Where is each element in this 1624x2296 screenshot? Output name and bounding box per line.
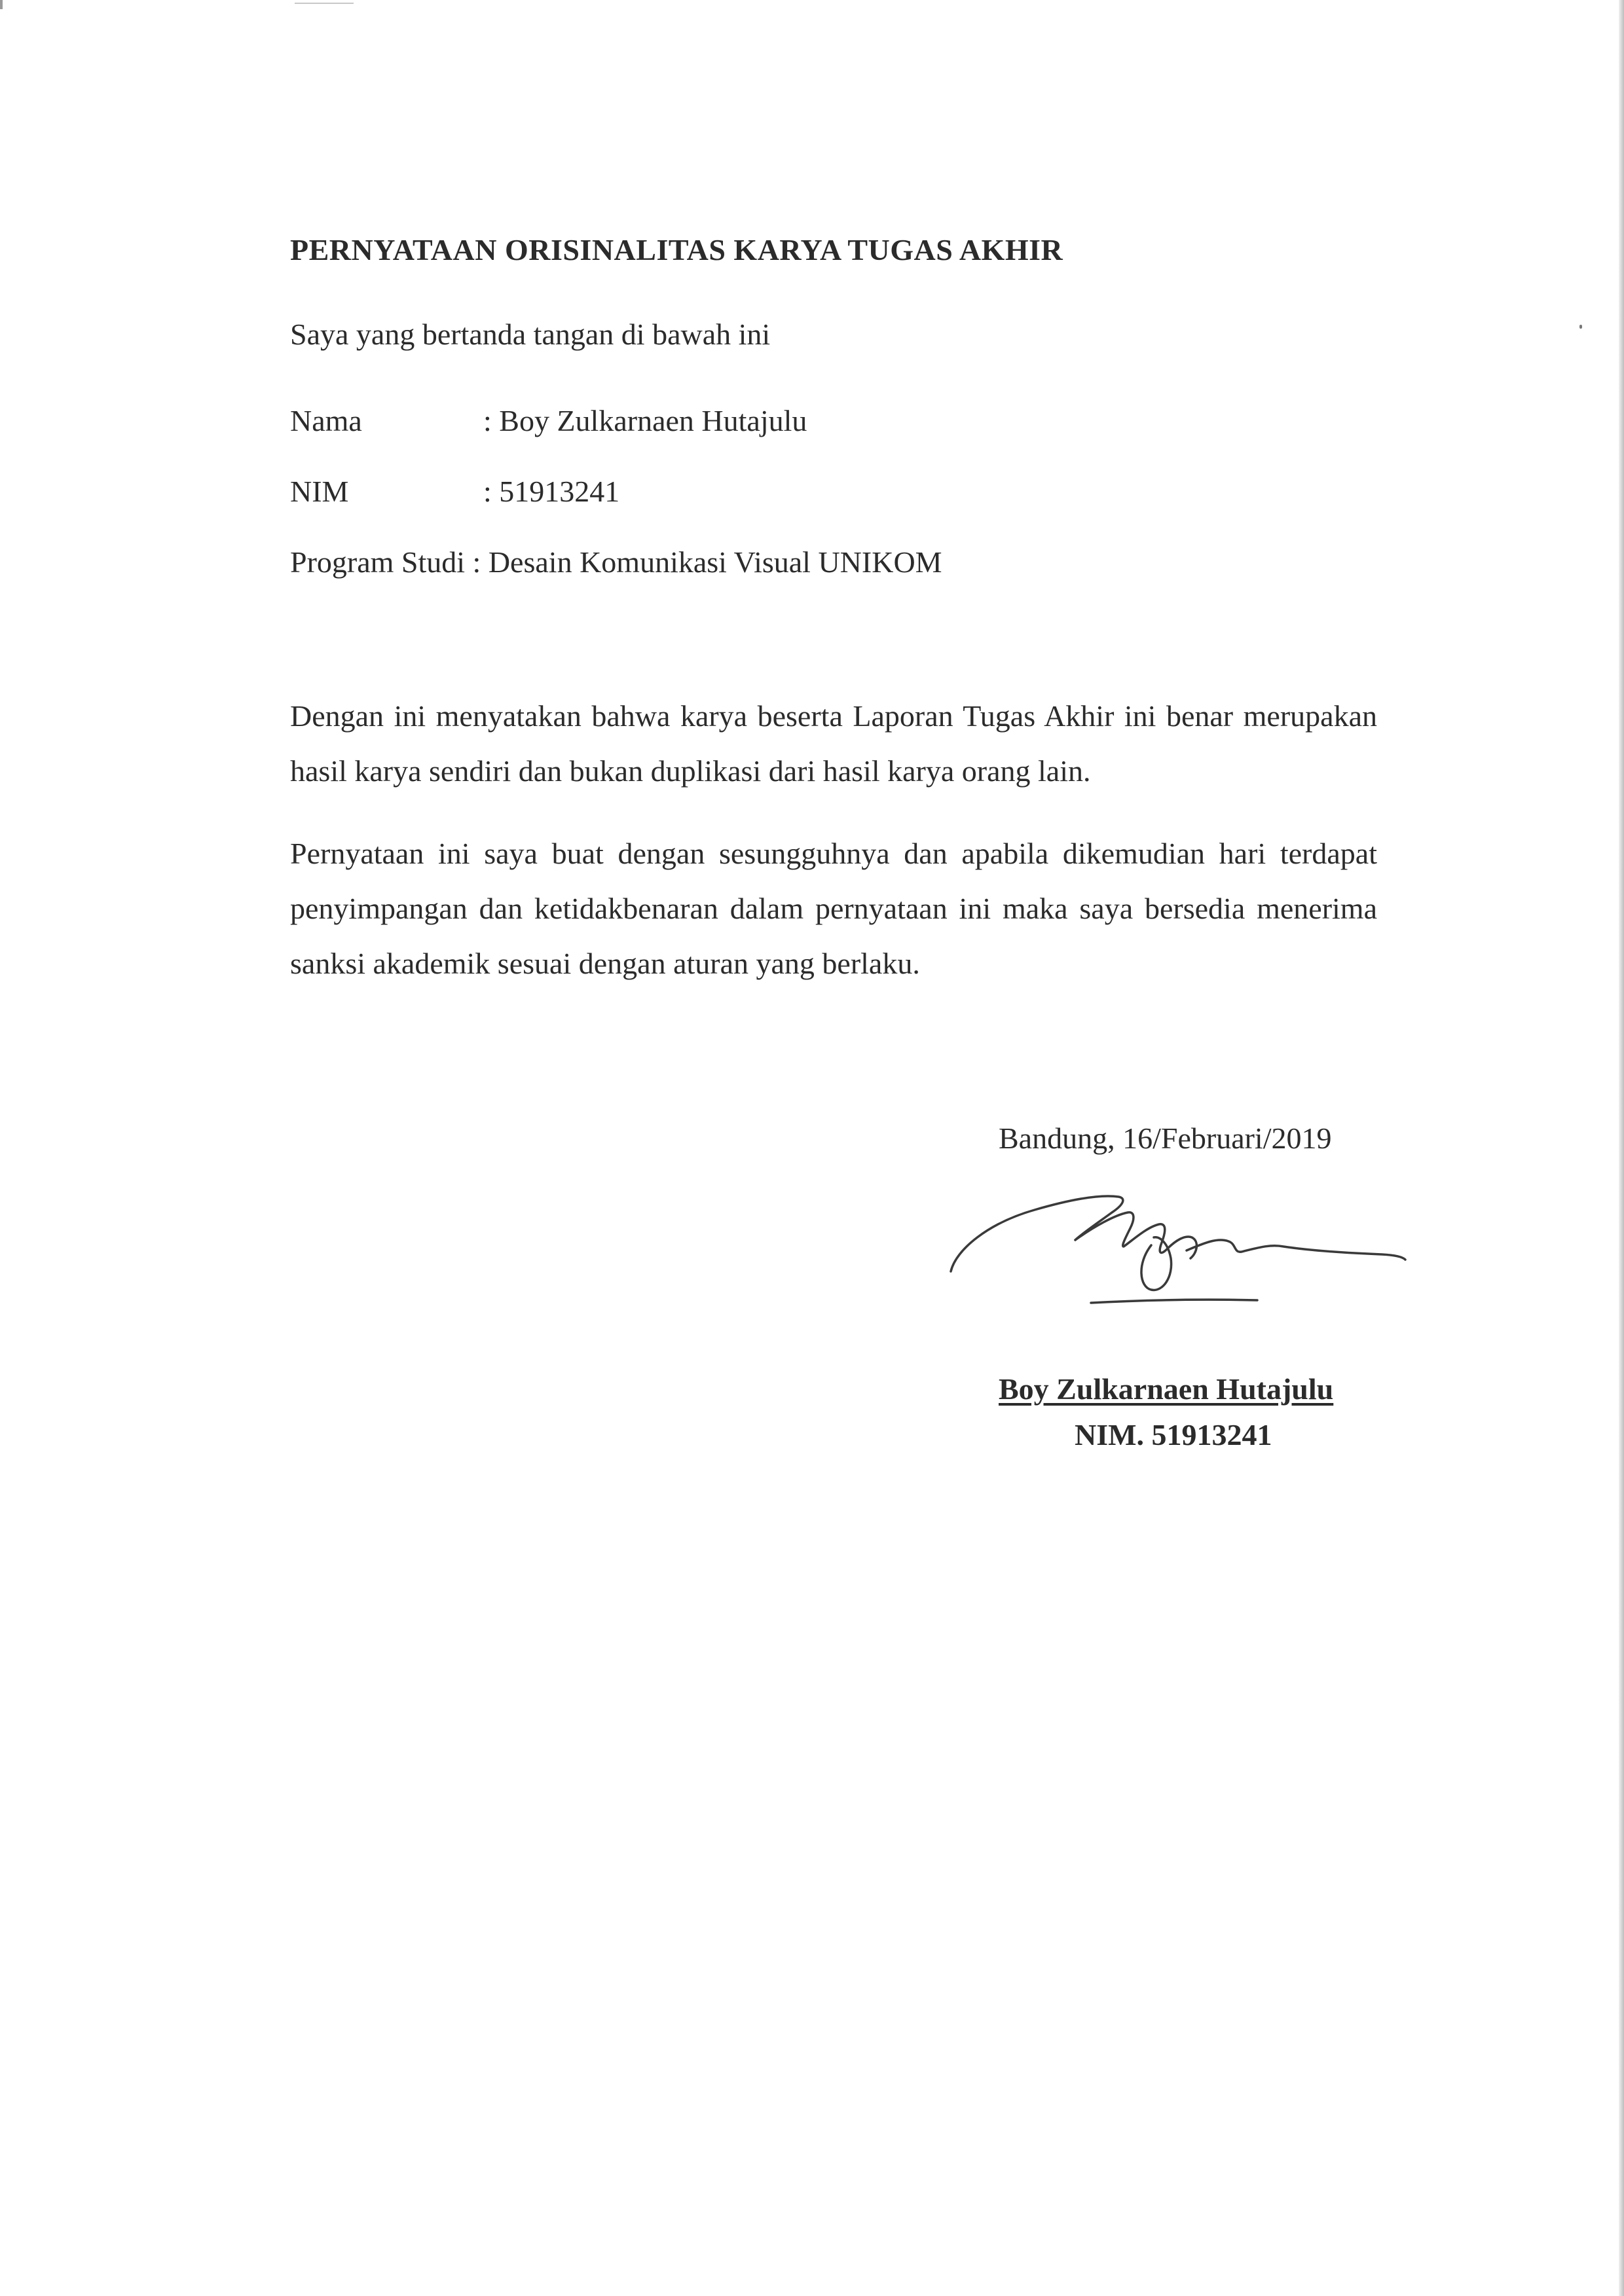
statement-paragraph-2: Pernyataan ini saya buat dengan sesungguhnya dan apabila dikemudian hari terdapat penyimpangan dan ketidakbenaran dalam pernyataan ini maka saya bersedia menerima sanksi akademik sesuai dengan aturan yang berlaku. (290, 837, 1377, 980)
page-title: PERNYATAAN ORISINALITAS KARYA TUGAS AKHIR (290, 233, 1063, 266)
scan-artifact-top (295, 3, 354, 4)
scan-artifact-dot (1579, 325, 1582, 329)
scan-edge-shadow (1619, 0, 1624, 2296)
scan-artifact-left (0, 0, 3, 9)
signatory-nim: NIM. 51913241 (1075, 1418, 1272, 1451)
program-studi-line: Program Studi : Desain Komunikasi Visual UNIKOM (290, 545, 942, 579)
nama-value: : Boy Zulkarnaen Hutajulu (483, 404, 807, 437)
nim-label: NIM (290, 475, 349, 508)
handwritten-signature (943, 1172, 1408, 1322)
signature-place-date: Bandung, 16/Februari/2019 (999, 1121, 1332, 1155)
intro-text: Saya yang bertanda tangan di bawah ini (290, 318, 771, 351)
signatory-name: Boy Zulkarnaen Hutajulu (999, 1372, 1334, 1406)
nim-value: : 51913241 (483, 475, 620, 508)
statement-paragraph-1: Dengan ini menyatakan bahwa karya beserta Laporan Tugas Akhir ini benar merupakan hasil karya sendiri dan bukan duplikasi dari hasil karya orang lain. (290, 699, 1377, 788)
nama-label: Nama (290, 404, 362, 437)
